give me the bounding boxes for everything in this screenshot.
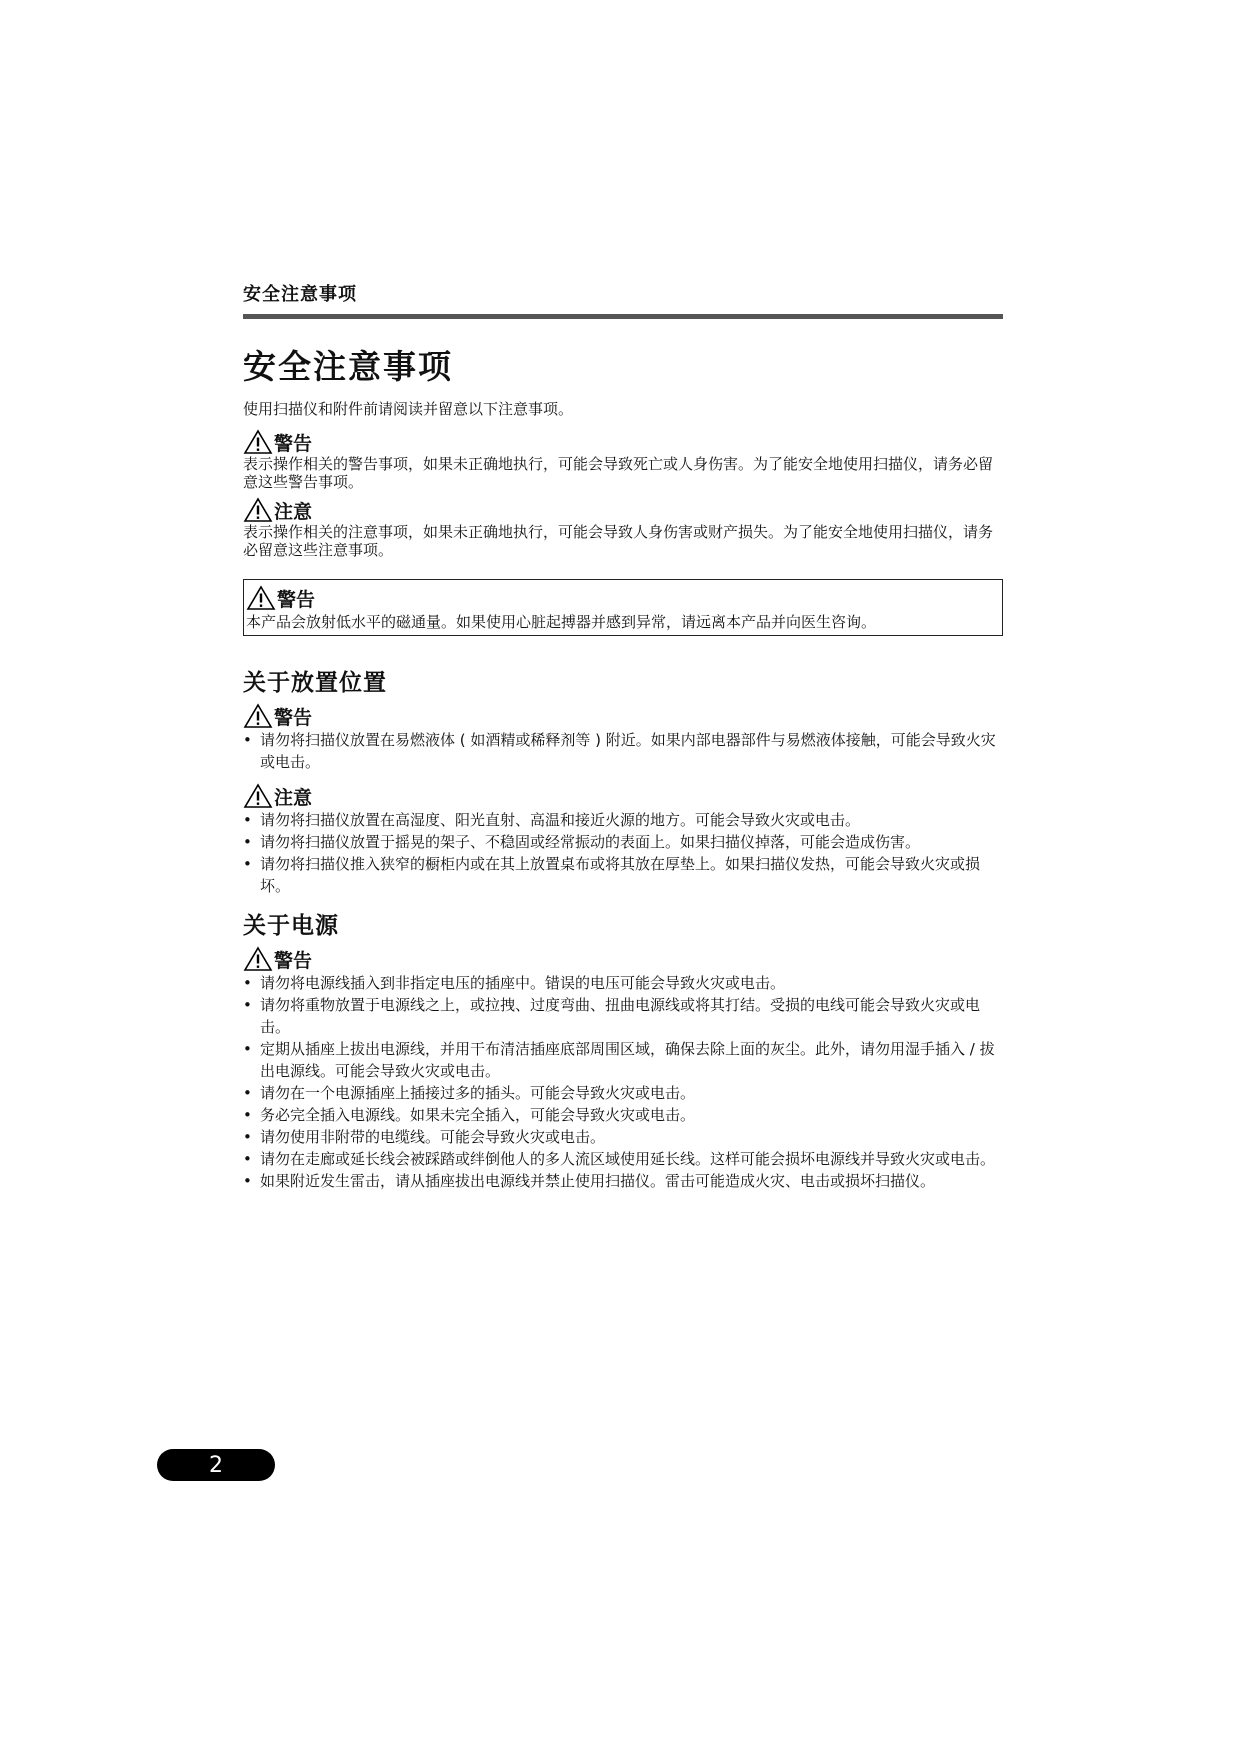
warning-triangle-icon (243, 783, 273, 809)
signal-word-caution (243, 497, 1003, 523)
page-content (243, 280, 1003, 1192)
list-item-text: 请勿将电源线插入到非指定电压的插座中。错误的电压可能会导致火灾或电击。 (260, 974, 786, 992)
bullet: • (243, 1150, 252, 1168)
warning-triangle-icon (246, 585, 276, 611)
list-item (243, 809, 1003, 831)
page-number-badge (157, 1449, 275, 1481)
list-item (243, 853, 1003, 897)
warning-definition-text: 表示操作相关的警告事项，如果未正确地执行，可能会导致死亡或人身伤害。为了能安全地使用扫描仪，请务必留意这些警告事项。 (243, 455, 994, 491)
warning-triangle-icon (243, 703, 273, 729)
list-item (243, 1126, 1003, 1148)
warning-triangle-icon (243, 946, 273, 972)
bullet: • (243, 833, 252, 851)
placement-caution-list (243, 809, 1003, 897)
boxed-warning-text: 本产品会放射低水平的磁通量。如果使用心脏起搏器并感到异常，请远离本产品并向医生咨询。 (246, 613, 877, 631)
list-item-text: 请勿将扫描仪放置在高湿度、阳光直射、高温和接近火源的地方。可能会导致火灾或电击。 (260, 811, 861, 829)
list-item-text: 请勿使用非附带的电缆线。可能会导致火灾或电击。 (260, 1128, 606, 1146)
list-item-text: 定期从插座上拔出电源线，并用干布清洁插座底部周围区域，确保去除上面的灰尘。此外，请勿用湿手插入 / 拔出电源线。可能会导致火灾或电击。 (260, 1040, 995, 1080)
list-item-text: 请勿将扫描仪放置在易燃液体 ( 如酒精或稀释剂等 ) 附近。如果内部电器部件与易燃液体接触，可能会导致火灾或电击。 (260, 731, 996, 771)
bullet: • (243, 855, 252, 873)
list-item (243, 729, 1003, 773)
list-item (243, 831, 1003, 853)
bullet: • (243, 1040, 252, 1058)
bullet: • (243, 1128, 252, 1146)
magnetic-flux-warning-box (243, 579, 1003, 636)
list-item-text: 请勿在一个电源插座上插接过多的插头。可能会导致火灾或电击。 (260, 1084, 696, 1102)
signal-word-caution (243, 783, 1003, 809)
signal-word-warning (243, 703, 1003, 729)
section-heading-placement: 关于放置位置 (243, 670, 387, 696)
warning-triangle-icon (243, 497, 273, 523)
signal-word-warning (243, 429, 1003, 455)
signal-word-label: 注意 (274, 787, 313, 809)
header-rule (243, 314, 1003, 319)
power-warning-list (243, 972, 1003, 1192)
page-number: 2 (209, 1452, 223, 1478)
signal-word-label: 注意 (274, 501, 313, 523)
placement-warning-list (243, 729, 1003, 773)
list-item (243, 1170, 1003, 1192)
bullet: • (243, 811, 252, 829)
list-item-text: 请勿将扫描仪推入狭窄的橱柜内或在其上放置桌布或将其放在厚垫上。如果扫描仪发热，可能会导致火灾或损坏。 (260, 855, 981, 895)
list-item-text: 如果附近发生雷击，请从插座拔出电源线并禁止使用扫描仪。雷击可能造成火灾、电击或损坏扫描仪。 (260, 1172, 936, 1190)
signal-word-label: 警告 (274, 433, 313, 455)
signal-word-label: 警告 (277, 589, 316, 611)
list-item (243, 1038, 1003, 1082)
bullet: • (243, 731, 252, 749)
signal-word-label: 警告 (274, 950, 313, 972)
signal-word-warning (246, 585, 998, 611)
list-item-text: 请勿将重物放置于电源线之上，或拉拽、过度弯曲、扭曲电源线或将其打结。受损的电线可能会导致火灾或电击。 (260, 996, 981, 1036)
running-head: 安全注意事项 (243, 284, 357, 305)
bullet: • (243, 1172, 252, 1190)
list-item-text: 请勿在走廊或延长线会被踩踏或绊倒他人的多人流区域使用延长线。这样可能会损坏电源线并导致火灾或电击。 (260, 1150, 996, 1168)
list-item-text: 务必完全插入电源线。如果未完全插入，可能会导致火灾或电击。 (260, 1106, 696, 1124)
list-item (243, 1082, 1003, 1104)
caution-definition-text: 表示操作相关的注意事项，如果未正确地执行，可能会导致人身伤害或财产损失。为了能安全地使用扫描仪，请务必留意这些注意事项。 (243, 523, 994, 559)
bullet: • (243, 1106, 252, 1124)
warning-triangle-icon (243, 429, 273, 455)
list-item (243, 1104, 1003, 1126)
list-item-text: 请勿将扫描仪放置于摇晃的架子、不稳固或经常振动的表面上。如果扫描仪掉落，可能会造成伤害。 (260, 833, 921, 851)
signal-word-label: 警告 (274, 707, 313, 729)
page-title: 安全注意事项 (243, 347, 453, 386)
list-item (243, 1148, 1003, 1170)
intro-text: 使用扫描仪和附件前请阅读并留意以下注意事项。 (243, 400, 574, 418)
signal-word-warning (243, 946, 1003, 972)
list-item (243, 994, 1003, 1038)
section-heading-power: 关于电源 (243, 913, 339, 939)
list-item (243, 972, 1003, 994)
bullet: • (243, 996, 252, 1014)
bullet: • (243, 974, 252, 992)
bullet: • (243, 1084, 252, 1102)
